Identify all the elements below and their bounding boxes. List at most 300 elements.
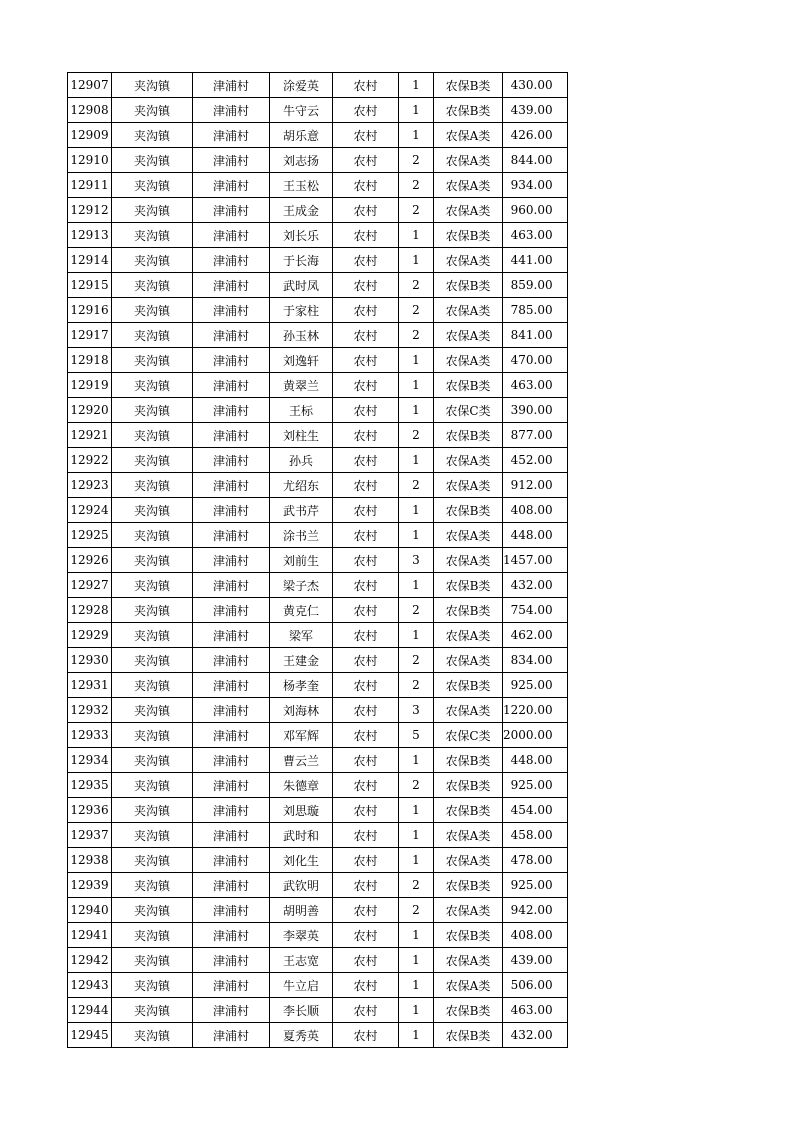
village-cell: 津浦村 <box>193 798 270 823</box>
amount-cell: 452.00 <box>503 448 568 473</box>
member-count-cell: 1 <box>399 123 434 148</box>
amount-cell: 463.00 <box>503 223 568 248</box>
household-type-cell: 农村 <box>333 573 399 598</box>
member-count-cell: 1 <box>399 448 434 473</box>
insurance-category-cell: 农保B类 <box>434 598 503 623</box>
village-cell: 津浦村 <box>193 648 270 673</box>
member-count-cell: 2 <box>399 473 434 498</box>
record-id-cell: 12931 <box>68 673 112 698</box>
person-name-cell: 王标 <box>270 398 333 423</box>
household-type-cell: 农村 <box>333 823 399 848</box>
person-name-cell: 武时和 <box>270 823 333 848</box>
town-cell: 夹沟镇 <box>112 498 193 523</box>
insurance-category-cell: 农保A类 <box>434 623 503 648</box>
record-id-cell: 12944 <box>68 998 112 1023</box>
person-name-cell: 刘化生 <box>270 848 333 873</box>
member-count-cell: 1 <box>399 823 434 848</box>
table-row <box>68 148 568 173</box>
town-cell: 夹沟镇 <box>112 398 193 423</box>
member-count-cell: 2 <box>399 673 434 698</box>
table-row <box>68 223 568 248</box>
amount-cell: 470.00 <box>503 348 568 373</box>
household-type-cell: 农村 <box>333 198 399 223</box>
amount-cell: 478.00 <box>503 848 568 873</box>
insurance-category-cell: 农保B类 <box>434 748 503 773</box>
table-row <box>68 673 568 698</box>
town-cell: 夹沟镇 <box>112 823 193 848</box>
record-id-cell: 12937 <box>68 823 112 848</box>
village-cell: 津浦村 <box>193 823 270 848</box>
amount-cell: 1457.00 <box>503 548 568 573</box>
member-count-cell: 1 <box>399 998 434 1023</box>
person-name-cell: 刘前生 <box>270 548 333 573</box>
record-id-cell: 12926 <box>68 548 112 573</box>
person-name-cell: 刘志扬 <box>270 148 333 173</box>
record-id-cell: 12945 <box>68 1023 112 1048</box>
person-name-cell: 曹云兰 <box>270 748 333 773</box>
record-id-cell: 12928 <box>68 598 112 623</box>
amount-cell: 458.00 <box>503 823 568 848</box>
person-name-cell: 李长顺 <box>270 998 333 1023</box>
village-cell: 津浦村 <box>193 373 270 398</box>
record-id-cell: 12938 <box>68 848 112 873</box>
insurance-category-cell: 农保B类 <box>434 273 503 298</box>
household-type-cell: 农村 <box>333 348 399 373</box>
record-id-cell: 12911 <box>68 173 112 198</box>
household-type-cell: 农村 <box>333 798 399 823</box>
member-count-cell: 3 <box>399 548 434 573</box>
amount-cell: 454.00 <box>503 798 568 823</box>
household-type-cell: 农村 <box>333 923 399 948</box>
table-row <box>68 848 568 873</box>
amount-cell: 448.00 <box>503 523 568 548</box>
town-cell: 夹沟镇 <box>112 748 193 773</box>
town-cell: 夹沟镇 <box>112 348 193 373</box>
town-cell: 夹沟镇 <box>112 723 193 748</box>
town-cell: 夹沟镇 <box>112 73 193 98</box>
record-id-cell: 12910 <box>68 148 112 173</box>
town-cell: 夹沟镇 <box>112 473 193 498</box>
table-row <box>68 298 568 323</box>
member-count-cell: 1 <box>399 1023 434 1048</box>
town-cell: 夹沟镇 <box>112 223 193 248</box>
village-cell: 津浦村 <box>193 323 270 348</box>
village-cell: 津浦村 <box>193 223 270 248</box>
village-cell: 津浦村 <box>193 848 270 873</box>
record-id-cell: 12936 <box>68 798 112 823</box>
member-count-cell: 2 <box>399 648 434 673</box>
person-name-cell: 梁军 <box>270 623 333 648</box>
household-type-cell: 农村 <box>333 423 399 448</box>
insurance-category-cell: 农保B类 <box>434 673 503 698</box>
village-cell: 津浦村 <box>193 473 270 498</box>
town-cell: 夹沟镇 <box>112 423 193 448</box>
member-count-cell: 1 <box>399 923 434 948</box>
person-name-cell: 涂爱英 <box>270 73 333 98</box>
household-type-cell: 农村 <box>333 973 399 998</box>
amount-cell: 432.00 <box>503 573 568 598</box>
amount-cell: 448.00 <box>503 748 568 773</box>
member-count-cell: 1 <box>399 748 434 773</box>
household-type-cell: 农村 <box>333 148 399 173</box>
village-cell: 津浦村 <box>193 523 270 548</box>
village-cell: 津浦村 <box>193 123 270 148</box>
member-count-cell: 1 <box>399 248 434 273</box>
ledger-body <box>68 73 568 1048</box>
amount-cell: 960.00 <box>503 198 568 223</box>
insurance-category-cell: 农保B类 <box>434 573 503 598</box>
table-row <box>68 923 568 948</box>
insurance-category-cell: 农保A类 <box>434 123 503 148</box>
village-cell: 津浦村 <box>193 723 270 748</box>
record-id-cell: 12925 <box>68 523 112 548</box>
table-row <box>68 723 568 748</box>
insurance-category-cell: 农保A类 <box>434 348 503 373</box>
table-row <box>68 548 568 573</box>
table-row <box>68 1023 568 1048</box>
insurance-category-cell: 农保A类 <box>434 698 503 723</box>
person-name-cell: 杨孝奎 <box>270 673 333 698</box>
town-cell: 夹沟镇 <box>112 923 193 948</box>
person-name-cell: 武钦明 <box>270 873 333 898</box>
record-id-cell: 12919 <box>68 373 112 398</box>
village-cell: 津浦村 <box>193 773 270 798</box>
amount-cell: 912.00 <box>503 473 568 498</box>
village-cell: 津浦村 <box>193 498 270 523</box>
table-row <box>68 198 568 223</box>
amount-cell: 463.00 <box>503 998 568 1023</box>
insurance-category-cell: 农保B类 <box>434 798 503 823</box>
insurance-category-cell: 农保B类 <box>434 923 503 948</box>
record-id-cell: 12943 <box>68 973 112 998</box>
table-row <box>68 273 568 298</box>
town-cell: 夹沟镇 <box>112 323 193 348</box>
town-cell: 夹沟镇 <box>112 523 193 548</box>
insurance-category-cell: 农保A类 <box>434 173 503 198</box>
village-cell: 津浦村 <box>193 623 270 648</box>
town-cell: 夹沟镇 <box>112 698 193 723</box>
village-cell: 津浦村 <box>193 923 270 948</box>
amount-cell: 754.00 <box>503 598 568 623</box>
table-row <box>68 898 568 923</box>
record-id-cell: 12920 <box>68 398 112 423</box>
record-id-cell: 12921 <box>68 423 112 448</box>
village-cell: 津浦村 <box>193 298 270 323</box>
table-row <box>68 73 568 98</box>
table-row <box>68 998 568 1023</box>
table-row <box>68 173 568 198</box>
table-row <box>68 773 568 798</box>
member-count-cell: 1 <box>399 623 434 648</box>
town-cell: 夹沟镇 <box>112 573 193 598</box>
record-id-cell: 12922 <box>68 448 112 473</box>
household-type-cell: 农村 <box>333 698 399 723</box>
town-cell: 夹沟镇 <box>112 298 193 323</box>
town-cell: 夹沟镇 <box>112 898 193 923</box>
person-name-cell: 牛立启 <box>270 973 333 998</box>
town-cell: 夹沟镇 <box>112 248 193 273</box>
member-count-cell: 1 <box>399 373 434 398</box>
village-cell: 津浦村 <box>193 573 270 598</box>
insurance-category-cell: 农保A类 <box>434 523 503 548</box>
record-id-cell: 12916 <box>68 298 112 323</box>
person-name-cell: 王建金 <box>270 648 333 673</box>
village-cell: 津浦村 <box>193 598 270 623</box>
record-id-cell: 12935 <box>68 773 112 798</box>
village-cell: 津浦村 <box>193 273 270 298</box>
record-id-cell: 12940 <box>68 898 112 923</box>
town-cell: 夹沟镇 <box>112 173 193 198</box>
amount-cell: 859.00 <box>503 273 568 298</box>
amount-cell: 439.00 <box>503 948 568 973</box>
person-name-cell: 尤绍东 <box>270 473 333 498</box>
town-cell: 夹沟镇 <box>112 973 193 998</box>
person-name-cell: 刘思璇 <box>270 798 333 823</box>
table-row <box>68 798 568 823</box>
member-count-cell: 2 <box>399 198 434 223</box>
person-name-cell: 于长海 <box>270 248 333 273</box>
town-cell: 夹沟镇 <box>112 848 193 873</box>
insurance-category-cell: 农保B类 <box>434 998 503 1023</box>
person-name-cell: 牛守云 <box>270 98 333 123</box>
table-row <box>68 248 568 273</box>
record-id-cell: 12939 <box>68 873 112 898</box>
amount-cell: 785.00 <box>503 298 568 323</box>
household-type-cell: 农村 <box>333 648 399 673</box>
record-id-cell: 12909 <box>68 123 112 148</box>
member-count-cell: 2 <box>399 423 434 448</box>
person-name-cell: 孙兵 <box>270 448 333 473</box>
household-type-cell: 农村 <box>333 723 399 748</box>
village-cell: 津浦村 <box>193 873 270 898</box>
record-id-cell: 12933 <box>68 723 112 748</box>
amount-cell: 925.00 <box>503 773 568 798</box>
person-name-cell: 王志宽 <box>270 948 333 973</box>
amount-cell: 463.00 <box>503 373 568 398</box>
household-type-cell: 农村 <box>333 523 399 548</box>
insurance-category-cell: 农保A类 <box>434 973 503 998</box>
record-id-cell: 12930 <box>68 648 112 673</box>
person-name-cell: 武书芹 <box>270 498 333 523</box>
member-count-cell: 3 <box>399 698 434 723</box>
village-cell: 津浦村 <box>193 548 270 573</box>
table-row <box>68 498 568 523</box>
table-row <box>68 573 568 598</box>
table-row <box>68 473 568 498</box>
town-cell: 夹沟镇 <box>112 623 193 648</box>
amount-cell: 934.00 <box>503 173 568 198</box>
town-cell: 夹沟镇 <box>112 448 193 473</box>
town-cell: 夹沟镇 <box>112 648 193 673</box>
table-row <box>68 948 568 973</box>
person-name-cell: 刘长乐 <box>270 223 333 248</box>
insurance-category-cell: 农保C类 <box>434 723 503 748</box>
insurance-category-cell: 农保A类 <box>434 323 503 348</box>
record-id-cell: 12912 <box>68 198 112 223</box>
village-cell: 津浦村 <box>193 248 270 273</box>
insurance-category-cell: 农保A类 <box>434 148 503 173</box>
household-type-cell: 农村 <box>333 1023 399 1048</box>
insurance-category-cell: 农保C类 <box>434 398 503 423</box>
table-row <box>68 448 568 473</box>
household-type-cell: 农村 <box>333 323 399 348</box>
insurance-category-cell: 农保A类 <box>434 198 503 223</box>
town-cell: 夹沟镇 <box>112 123 193 148</box>
household-type-cell: 农村 <box>333 548 399 573</box>
record-id-cell: 12908 <box>68 98 112 123</box>
insurance-category-cell: 农保A类 <box>434 473 503 498</box>
table-row <box>68 423 568 448</box>
town-cell: 夹沟镇 <box>112 773 193 798</box>
household-type-cell: 农村 <box>333 848 399 873</box>
table-row <box>68 373 568 398</box>
household-type-cell: 农村 <box>333 98 399 123</box>
record-id-cell: 12917 <box>68 323 112 348</box>
person-name-cell: 刘逸轩 <box>270 348 333 373</box>
table-row <box>68 623 568 648</box>
person-name-cell: 涂书兰 <box>270 523 333 548</box>
household-type-cell: 农村 <box>333 948 399 973</box>
household-type-cell: 农村 <box>333 173 399 198</box>
village-cell: 津浦村 <box>193 173 270 198</box>
household-type-cell: 农村 <box>333 248 399 273</box>
member-count-cell: 2 <box>399 323 434 348</box>
member-count-cell: 1 <box>399 498 434 523</box>
table-row <box>68 123 568 148</box>
household-type-cell: 农村 <box>333 898 399 923</box>
person-name-cell: 于家柱 <box>270 298 333 323</box>
table-row <box>68 98 568 123</box>
amount-cell: 430.00 <box>503 73 568 98</box>
person-name-cell: 黄翠兰 <box>270 373 333 398</box>
amount-cell: 925.00 <box>503 673 568 698</box>
village-cell: 津浦村 <box>193 748 270 773</box>
table-row <box>68 748 568 773</box>
amount-cell: 426.00 <box>503 123 568 148</box>
amount-cell: 925.00 <box>503 873 568 898</box>
person-name-cell: 武时凤 <box>270 273 333 298</box>
village-cell: 津浦村 <box>193 948 270 973</box>
table-row <box>68 823 568 848</box>
member-count-cell: 2 <box>399 898 434 923</box>
table-row <box>68 648 568 673</box>
village-cell: 津浦村 <box>193 448 270 473</box>
amount-cell: 942.00 <box>503 898 568 923</box>
household-type-cell: 农村 <box>333 998 399 1023</box>
insurance-category-cell: 农保A类 <box>434 948 503 973</box>
amount-cell: 506.00 <box>503 973 568 998</box>
town-cell: 夹沟镇 <box>112 873 193 898</box>
amount-cell: 462.00 <box>503 623 568 648</box>
person-name-cell: 黄克仁 <box>270 598 333 623</box>
village-cell: 津浦村 <box>193 698 270 723</box>
person-name-cell: 梁子杰 <box>270 573 333 598</box>
village-cell: 津浦村 <box>193 98 270 123</box>
record-id-cell: 12929 <box>68 623 112 648</box>
insurance-category-cell: 农保A类 <box>434 898 503 923</box>
insurance-category-cell: 农保A类 <box>434 823 503 848</box>
record-id-cell: 12934 <box>68 748 112 773</box>
amount-cell: 841.00 <box>503 323 568 348</box>
insurance-category-cell: 农保B类 <box>434 423 503 448</box>
record-id-cell: 12932 <box>68 698 112 723</box>
member-count-cell: 1 <box>399 973 434 998</box>
insurance-category-cell: 农保B类 <box>434 498 503 523</box>
household-type-cell: 农村 <box>333 223 399 248</box>
village-cell: 津浦村 <box>193 148 270 173</box>
amount-cell: 2000.00 <box>503 723 568 748</box>
record-id-cell: 12915 <box>68 273 112 298</box>
person-name-cell: 胡明善 <box>270 898 333 923</box>
town-cell: 夹沟镇 <box>112 798 193 823</box>
member-count-cell: 2 <box>399 298 434 323</box>
town-cell: 夹沟镇 <box>112 948 193 973</box>
amount-cell: 834.00 <box>503 648 568 673</box>
town-cell: 夹沟镇 <box>112 1023 193 1048</box>
insurance-category-cell: 农保B类 <box>434 223 503 248</box>
person-name-cell: 孙玉林 <box>270 323 333 348</box>
village-cell: 津浦村 <box>193 973 270 998</box>
village-cell: 津浦村 <box>193 198 270 223</box>
amount-cell: 441.00 <box>503 248 568 273</box>
table-row <box>68 398 568 423</box>
insurance-category-cell: 农保A类 <box>434 848 503 873</box>
town-cell: 夹沟镇 <box>112 98 193 123</box>
village-cell: 津浦村 <box>193 998 270 1023</box>
record-id-cell: 12924 <box>68 498 112 523</box>
village-cell: 津浦村 <box>193 73 270 98</box>
town-cell: 夹沟镇 <box>112 598 193 623</box>
table-row <box>68 523 568 548</box>
member-count-cell: 1 <box>399 98 434 123</box>
person-name-cell: 朱德章 <box>270 773 333 798</box>
record-id-cell: 12907 <box>68 73 112 98</box>
insurance-category-cell: 农保B类 <box>434 1023 503 1048</box>
benefit-ledger-table <box>67 72 568 1048</box>
member-count-cell: 2 <box>399 273 434 298</box>
amount-cell: 408.00 <box>503 498 568 523</box>
person-name-cell: 李翠英 <box>270 923 333 948</box>
member-count-cell: 2 <box>399 873 434 898</box>
table-row <box>68 698 568 723</box>
household-type-cell: 农村 <box>333 123 399 148</box>
table-row <box>68 323 568 348</box>
member-count-cell: 5 <box>399 723 434 748</box>
amount-cell: 877.00 <box>503 423 568 448</box>
household-type-cell: 农村 <box>333 398 399 423</box>
member-count-cell: 2 <box>399 148 434 173</box>
insurance-category-cell: 农保A类 <box>434 248 503 273</box>
household-type-cell: 农村 <box>333 773 399 798</box>
member-count-cell: 1 <box>399 398 434 423</box>
amount-cell: 844.00 <box>503 148 568 173</box>
person-name-cell: 邓军辉 <box>270 723 333 748</box>
amount-cell: 390.00 <box>503 398 568 423</box>
town-cell: 夹沟镇 <box>112 673 193 698</box>
member-count-cell: 1 <box>399 798 434 823</box>
insurance-category-cell: 农保A类 <box>434 648 503 673</box>
record-id-cell: 12941 <box>68 923 112 948</box>
table-row <box>68 348 568 373</box>
amount-cell: 432.00 <box>503 1023 568 1048</box>
household-type-cell: 农村 <box>333 473 399 498</box>
record-id-cell: 12913 <box>68 223 112 248</box>
table-row <box>68 973 568 998</box>
person-name-cell: 王玉松 <box>270 173 333 198</box>
village-cell: 津浦村 <box>193 1023 270 1048</box>
household-type-cell: 农村 <box>333 873 399 898</box>
village-cell: 津浦村 <box>193 423 270 448</box>
